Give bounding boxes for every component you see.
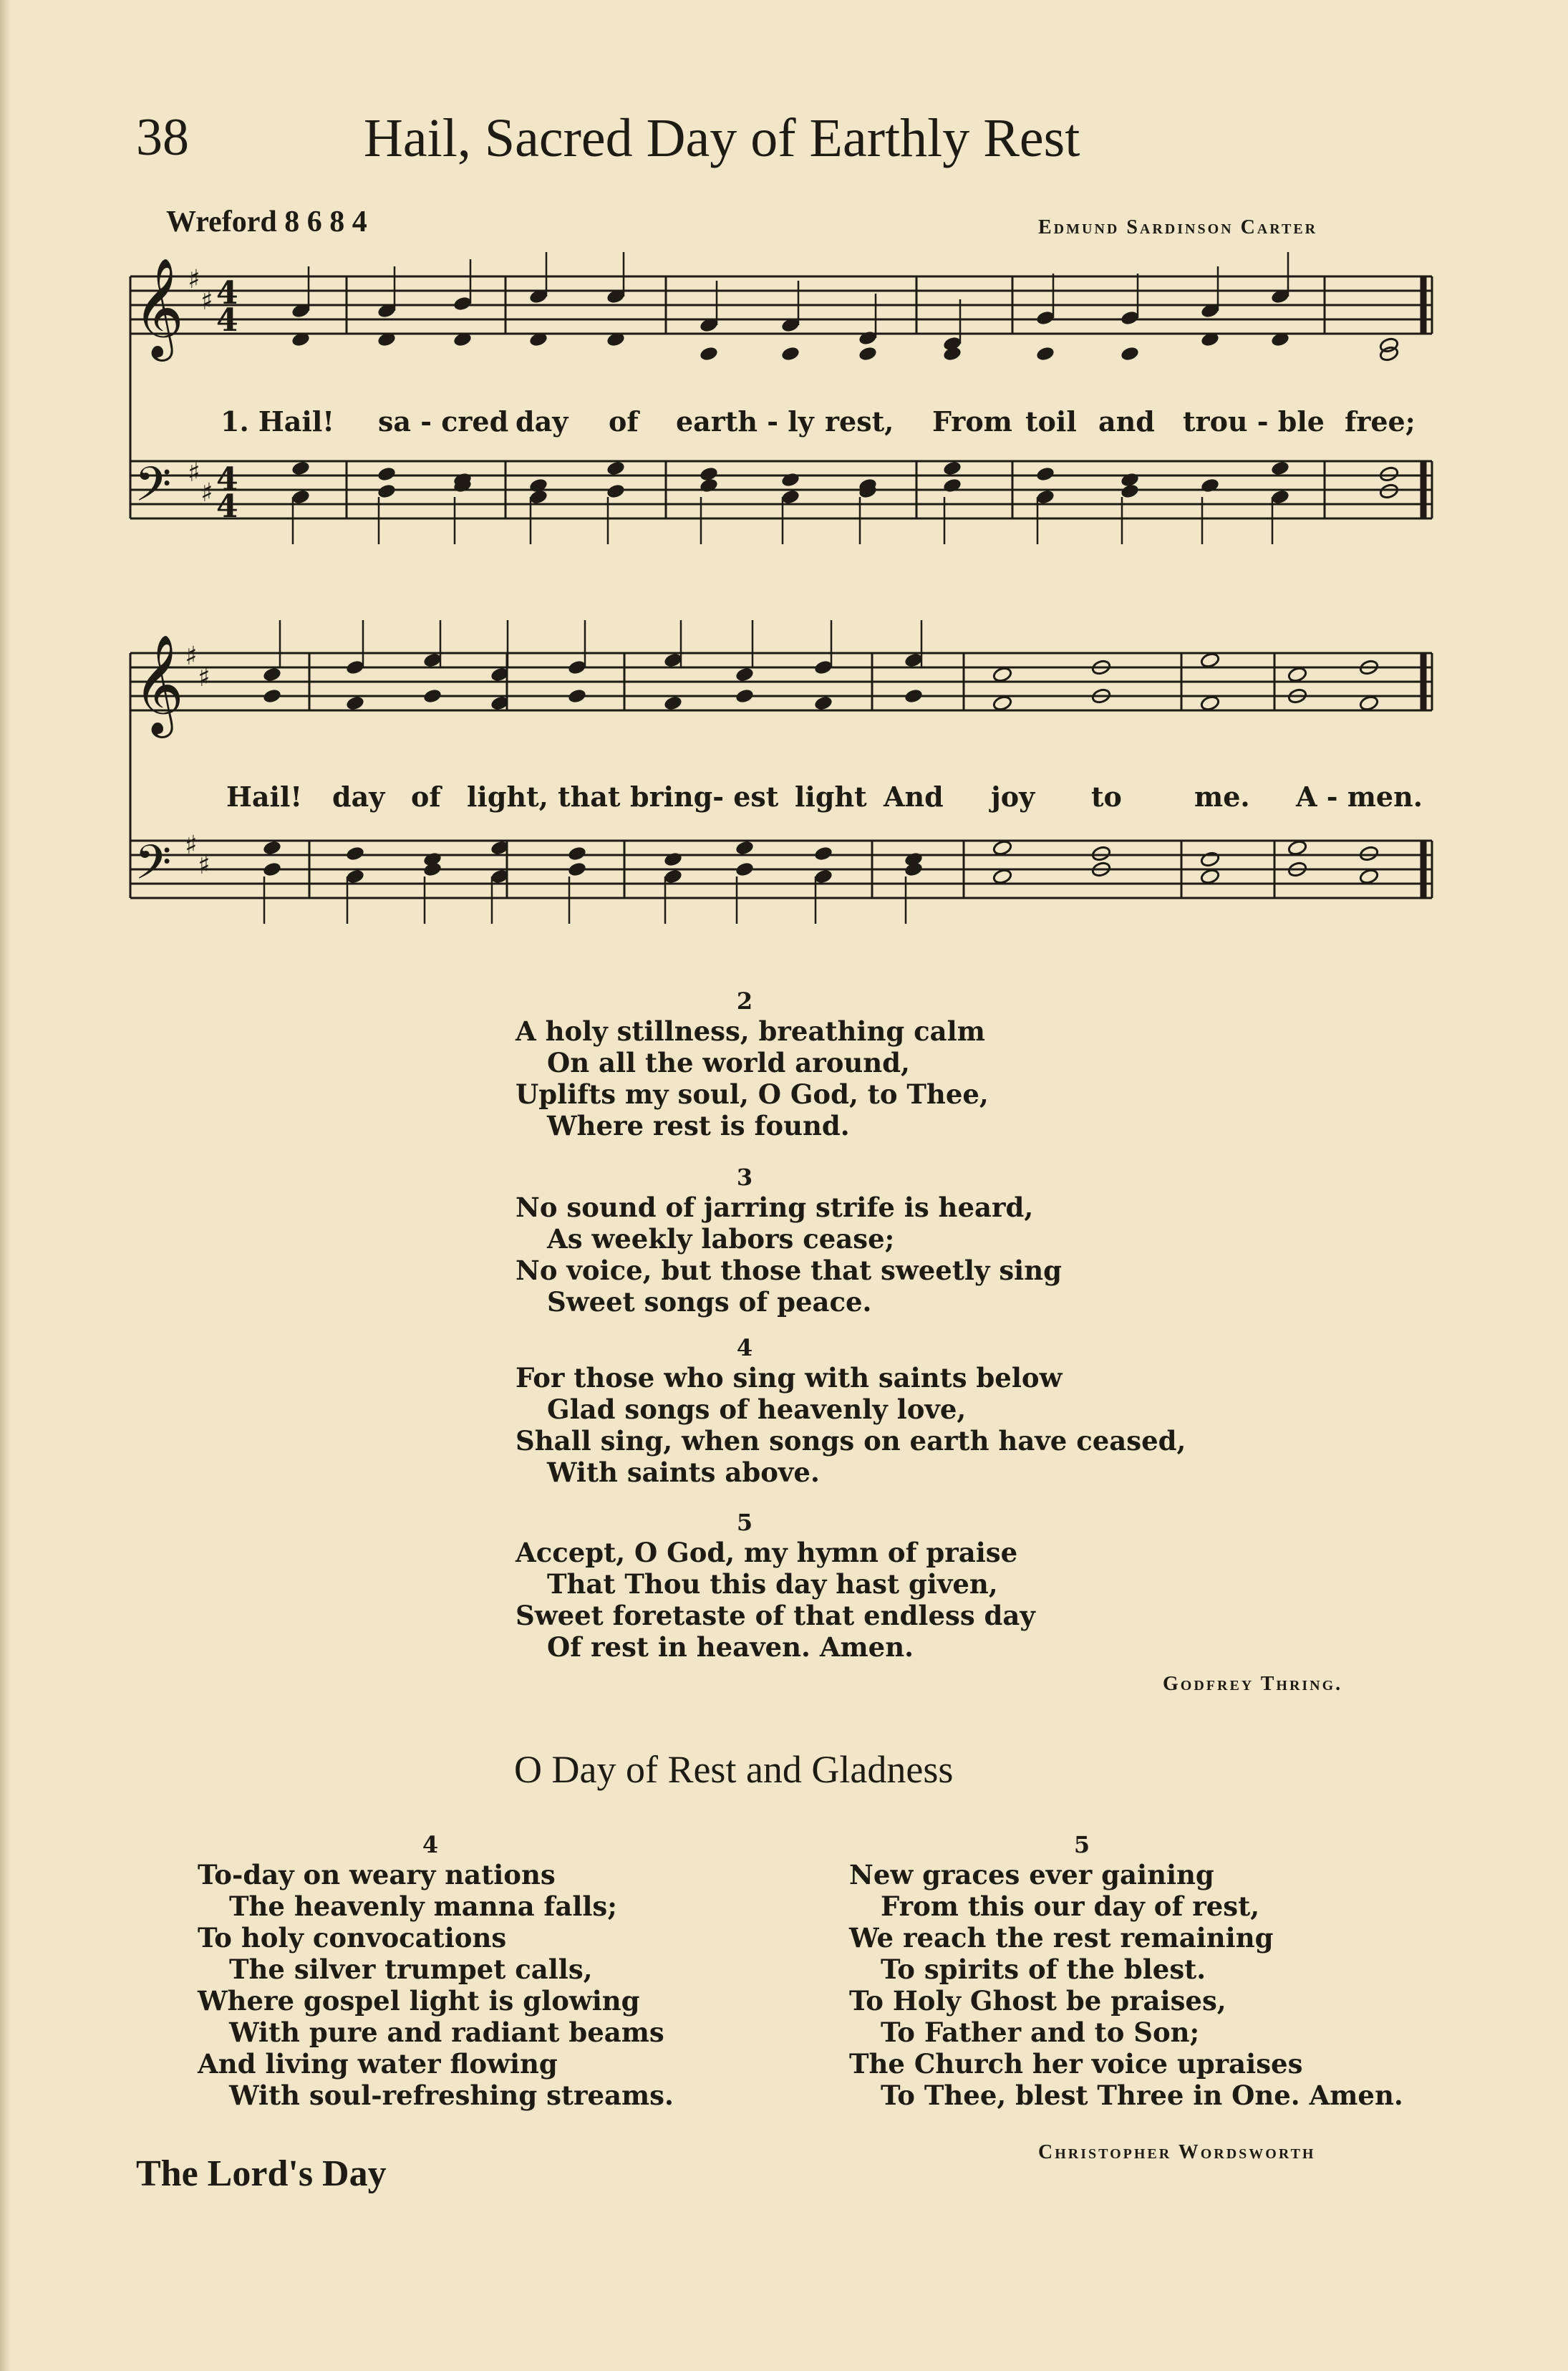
- stanza-number: 4: [736, 1334, 753, 1361]
- lyric-syllable: rest,: [825, 405, 894, 438]
- hymn2-stanza-5: [849, 1830, 1494, 2111]
- hymn2-stanza-4: [198, 1830, 770, 2111]
- notehead: [663, 851, 683, 867]
- clef-icon: 𝄞: [133, 634, 184, 734]
- hymn2-title: O Day of Rest and Gladness: [514, 1748, 954, 1791]
- notehead: [377, 465, 397, 482]
- notehead: [992, 695, 1012, 711]
- stanza-line: Accept, O God, my hymn of praise: [516, 1537, 1018, 1568]
- sharp-icon: ♯: [200, 478, 213, 508]
- notehead: [1379, 465, 1399, 482]
- sharp-icon: ♯: [185, 642, 198, 671]
- notehead: [1287, 666, 1307, 682]
- stanza-line: As weekly labors cease;: [547, 1223, 895, 1255]
- notehead: [1200, 851, 1220, 867]
- lyric-syllable: and: [1098, 405, 1155, 438]
- stanza-line: With pure and radiant beams: [229, 2017, 664, 2048]
- stanza-5: [516, 1508, 1231, 1663]
- stanza-line: For those who sing with saints below: [516, 1362, 1063, 1394]
- notehead: [992, 666, 1012, 682]
- lyric-syllable: me.: [1194, 781, 1250, 813]
- notehead: [1359, 845, 1379, 861]
- tune-name: Wreford 8 6 8 4: [166, 206, 367, 238]
- stanza-number: 2: [736, 987, 753, 1015]
- notehead: [992, 868, 1012, 884]
- stanza-line: To Thee, blest Three in One. Amen.: [881, 2080, 1403, 2111]
- notehead: [1359, 695, 1379, 711]
- page-number: 38: [136, 108, 189, 167]
- notehead: [567, 687, 587, 704]
- stanza-line: That Thou this day hast given,: [547, 1568, 998, 1600]
- sharp-icon: ♯: [198, 851, 210, 880]
- notehead: [813, 845, 833, 861]
- lyric-syllable: free;: [1345, 405, 1415, 438]
- lyric-syllable: bring- est: [630, 781, 779, 813]
- notehead: [1035, 345, 1055, 362]
- page-footer: The Lord's Day: [136, 2153, 387, 2194]
- stanza-line: The silver trumpet calls,: [229, 1954, 593, 1985]
- notehead: [1091, 845, 1111, 861]
- stanza-line: To holy convocations: [198, 1922, 507, 1954]
- notehead: [345, 695, 365, 711]
- notehead: [735, 861, 755, 877]
- stanza-line: We reach the rest remaining: [849, 1922, 1274, 1954]
- stanza-line: Where gospel light is glowing: [198, 1985, 640, 2017]
- notehead: [345, 845, 365, 861]
- stanza-line: The Church her voice upraises: [849, 2048, 1303, 2080]
- notehead: [1200, 695, 1220, 711]
- stanza-line: No voice, but those that sweetly sing: [516, 1255, 1062, 1286]
- notehead: [567, 845, 587, 861]
- notehead: [942, 477, 962, 493]
- notehead: [567, 861, 587, 877]
- stanza-line: Where rest is found.: [547, 1110, 850, 1141]
- sharp-icon: ♯: [200, 286, 213, 316]
- sharp-icon: ♯: [198, 663, 210, 692]
- notehead: [1200, 652, 1220, 668]
- notehead: [904, 687, 924, 704]
- lyric-syllable: day: [516, 405, 568, 438]
- time-signature: 4: [216, 302, 238, 339]
- time-signature: 4: [216, 488, 238, 525]
- stanza-4: [516, 1333, 1303, 1488]
- lyric-syllable: light, that: [467, 781, 621, 813]
- stanza-number: 5: [736, 1509, 753, 1536]
- notehead: [780, 471, 800, 488]
- lyric-syllable: Hail!: [226, 781, 303, 813]
- stanza-number: 4: [422, 1831, 439, 1858]
- stanza-line: Glad songs of heavenly love,: [547, 1394, 967, 1425]
- notehead: [262, 839, 282, 856]
- lyric-syllable: light: [795, 781, 867, 813]
- notehead: [780, 345, 800, 362]
- stanza-line: And living water flowing: [198, 2048, 558, 2080]
- lyric-syllable: day: [332, 781, 385, 813]
- notehead: [422, 687, 442, 704]
- notehead: [992, 839, 1012, 856]
- notehead: [942, 460, 962, 476]
- stanza-line: Sweet foretaste of that endless day: [516, 1600, 1035, 1631]
- stanza-line: Of rest in heaven. Amen.: [547, 1631, 914, 1663]
- notehead: [699, 345, 719, 362]
- stanza-line: To Father and to Son;: [881, 2017, 1200, 2048]
- lyric-syllable: of: [609, 405, 639, 438]
- notehead: [1120, 345, 1140, 362]
- stanza-line: To spirits of the blest.: [881, 1954, 1206, 1985]
- stanza-line: With soul-refreshing streams.: [229, 2080, 674, 2111]
- notehead: [262, 666, 282, 682]
- lyric-syllable: sa - cred: [378, 405, 509, 438]
- stanza-line: From this our day of rest,: [881, 1890, 1260, 1922]
- composer-credit: Edmund Sardinson Carter: [1038, 216, 1318, 238]
- sharp-icon: ♯: [188, 265, 200, 294]
- notehead: [1287, 839, 1307, 856]
- notehead: [813, 695, 833, 711]
- stanza-line: A holy stillness, breathing calm: [516, 1015, 985, 1047]
- lyric-syllable: of: [411, 781, 441, 813]
- notehead: [735, 666, 755, 682]
- hymn2-author: Christopher Wordsworth: [1038, 2141, 1316, 2163]
- sharp-icon: ♯: [185, 831, 198, 860]
- clef-icon: 𝄞: [133, 258, 184, 357]
- clef-icon: 𝄢: [135, 835, 172, 902]
- sharp-icon: ♯: [188, 458, 200, 488]
- notehead: [262, 861, 282, 877]
- stanza-line: On all the world around,: [547, 1047, 910, 1078]
- time-signature: 4: [216, 275, 238, 312]
- lyric-syllable: A - men.: [1296, 781, 1423, 813]
- stanza-3: [516, 1163, 1231, 1318]
- notehead: [699, 477, 719, 493]
- notehead: [1270, 460, 1290, 476]
- stanza-2: [516, 987, 1231, 1141]
- lyric-syllable: to: [1091, 781, 1122, 813]
- lyric-syllable: earth - ly: [676, 405, 814, 438]
- stanza-line: Sweet songs of peace.: [547, 1286, 872, 1318]
- lyric-syllable: joy: [991, 781, 1035, 813]
- lyrics-system-1: [0, 405, 1568, 448]
- stanza-line: The heavenly manna falls;: [229, 1890, 617, 1922]
- stanza-line: No sound of jarring strife is heard,: [516, 1192, 1034, 1223]
- time-signature: 4: [216, 461, 238, 498]
- notehead: [291, 460, 311, 476]
- notehead: [1200, 868, 1220, 884]
- stanza-line: With saints above.: [547, 1457, 820, 1488]
- notehead: [1200, 477, 1220, 493]
- lyric-syllable: trou - ble: [1183, 405, 1325, 438]
- stanza-line: To-day on weary nations: [198, 1859, 556, 1890]
- notehead: [1035, 465, 1055, 482]
- stanza-line: Uplifts my soul, O God, to Thee,: [516, 1078, 989, 1110]
- stanza-number: 5: [1073, 1831, 1090, 1858]
- lyrics-system-2: [0, 781, 1568, 824]
- lyric-syllable: toil: [1025, 405, 1077, 438]
- notehead: [735, 839, 755, 856]
- lyric-syllable: From: [932, 405, 1012, 438]
- notehead: [606, 460, 626, 476]
- notehead: [1359, 868, 1379, 884]
- notehead: [262, 687, 282, 704]
- hymn-title: Hail, Sacred Day of Earthly Rest: [364, 108, 1080, 168]
- lyric-syllable: 1. Hail!: [221, 405, 334, 438]
- stanza-line: New graces ever gaining: [849, 1859, 1214, 1890]
- stanza-line: To Holy Ghost be praises,: [849, 1985, 1226, 2017]
- lyric-syllable: And: [884, 781, 944, 813]
- notehead: [1379, 483, 1399, 499]
- stanza-line: Shall sing, when songs on earth have ceased,: [516, 1425, 1186, 1457]
- notehead: [735, 687, 755, 704]
- stanza-number: 3: [736, 1164, 753, 1191]
- clef-icon: 𝄢: [135, 457, 172, 523]
- hymn1-author: Godfrey Thring.: [1163, 1673, 1343, 1695]
- notehead: [858, 345, 878, 362]
- notehead: [663, 695, 683, 711]
